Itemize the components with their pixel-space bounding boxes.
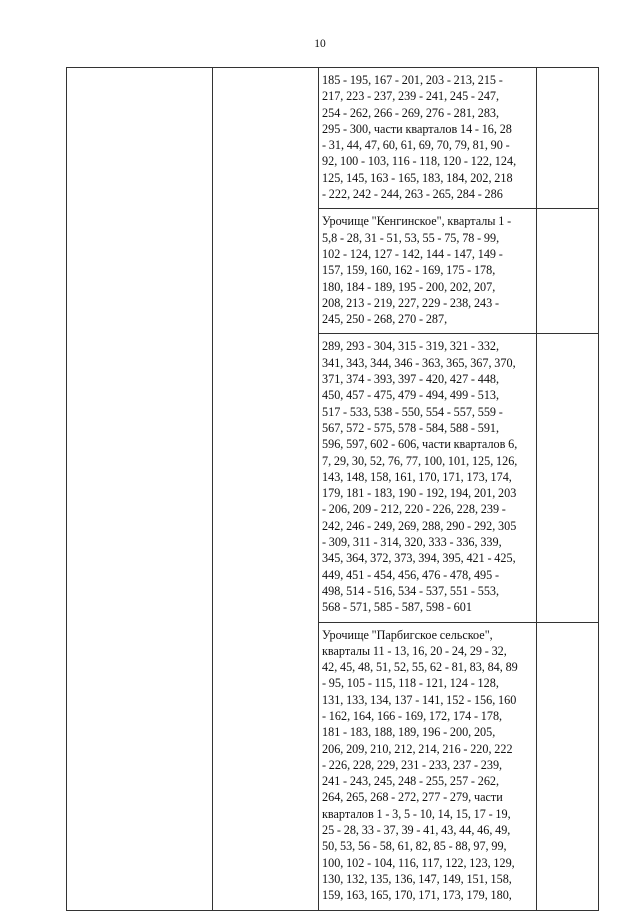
cell-text-line: 345, 364, 372, 373, 394, 395, 421 - 425, xyxy=(322,551,516,566)
table-cell-text xyxy=(319,209,537,334)
cell-text-line: кварталов 1 - 3, 5 - 10, 14, 15, 17 - 19, xyxy=(322,806,511,821)
cell-text-line: 143, 148, 158, 161, 170, 171, 173, 174, xyxy=(322,469,512,484)
cell-text-line: - 162, 164, 166 - 169, 172, 174 - 178, xyxy=(322,708,503,723)
cell-text-line: 264, 265, 268 - 272, 277 - 279, части xyxy=(322,790,503,805)
cell-text-line: Урочище "Кенгинское", кварталы 1 - xyxy=(322,214,512,229)
cell-text-line: 568 - 571, 585 - 587, 598 - 601 xyxy=(322,600,472,615)
cell-text-line: 100, 102 - 104, 116, 117, 122, 123, 129, xyxy=(322,855,515,870)
cell-text-line: 42, 45, 48, 51, 52, 55, 62 - 81, 83, 84, 89 xyxy=(322,660,518,675)
cell-text-line: 181 - 183, 188, 189, 196 - 200, 205, xyxy=(322,725,496,740)
cell-text-line: - 31, 44, 47, 60, 61, 69, 70, 79, 81, 90 - xyxy=(322,138,510,153)
table-cell-col4 xyxy=(537,68,599,209)
cell-text-line: 5,8 - 28, 31 - 51, 53, 55 - 75, 78 - 99, xyxy=(322,230,500,245)
cell-text xyxy=(319,623,536,910)
cell-text-line: - 226, 228, 229, 231 - 233, 237 - 239, xyxy=(322,757,503,772)
cell-text-line: 217, 223 - 237, 239 - 241, 245 - 247, xyxy=(322,89,500,104)
cell-text-line: 185 - 195, 167 - 201, 203 - 213, 215 - xyxy=(322,73,503,87)
cell-text-line: 7, 29, 30, 52, 76, 77, 100, 101, 125, 126, xyxy=(322,453,518,468)
cell-text-line: 92, 100 - 103, 116 - 118, 120 - 122, 124, xyxy=(322,154,517,169)
table-cell-text xyxy=(319,334,537,622)
table-row xyxy=(67,68,599,209)
cell-text-line: 25 - 28, 33 - 37, 39 - 41, 43, 44, 46, 49, xyxy=(322,823,511,838)
cell-text-line: 159, 163, 165, 170, 171, 173, 179, 180, xyxy=(322,888,512,903)
table-cell-col4 xyxy=(537,209,599,334)
cell-text-line: 498, 514 - 516, 534 - 537, 551 - 553, xyxy=(322,583,500,598)
cell-text-line: 245, 250 - 268, 270 - 287, xyxy=(322,312,448,327)
table-cell-text xyxy=(319,68,537,209)
cell-text-line: 208, 213 - 219, 227, 229 - 238, 243 - xyxy=(322,295,500,310)
table-cell-col4 xyxy=(537,334,599,622)
cell-text-line: - 206, 209 - 212, 220 - 226, 228, 239 - xyxy=(322,502,506,517)
cell-text-line: 206, 209, 210, 212, 214, 216 - 220, 222 xyxy=(322,741,513,756)
cell-text-line: 241 - 243, 245, 248 - 255, 257 - 262, xyxy=(322,774,500,789)
cell-text-line: 157, 159, 160, 162 - 169, 175 - 178, xyxy=(322,263,496,278)
cell-text-line: 125, 145, 163 - 165, 183, 184, 202, 218 xyxy=(322,170,513,185)
cell-text-line: 450, 457 - 475, 479 - 494, 499 - 513, xyxy=(322,388,500,403)
cell-text-line: 242, 246 - 249, 269, 288, 290 - 292, 305 xyxy=(322,518,517,533)
cell-text-line: 517 - 533, 538 - 550, 554 - 557, 559 - xyxy=(322,404,503,419)
table-cell-col4 xyxy=(537,622,599,910)
cell-text-line: 131, 133, 134, 137 - 141, 152 - 156, 160 xyxy=(322,692,517,707)
cell-text-line: - 95, 105 - 115, 118 - 121, 124 - 128, xyxy=(322,676,499,691)
cell-text-line: 449, 451 - 454, 456, 476 - 478, 495 - xyxy=(322,567,500,582)
cell-text-line: 254 - 262, 266 - 269, 276 - 281, 283, xyxy=(322,105,500,120)
cell-text-line: 567, 572 - 575, 578 - 584, 588 - 591, xyxy=(322,420,500,435)
cell-text-line: 371, 374 - 393, 397 - 420, 427 - 448, xyxy=(322,372,500,387)
cell-text-line: 102 - 124, 127 - 142, 144 - 147, 149 - xyxy=(322,246,503,261)
page-number: 10 xyxy=(314,38,326,50)
cell-text-line: 179, 181 - 183, 190 - 192, 194, 201, 203 xyxy=(322,486,517,501)
cell-text-line: 50, 53, 56 - 58, 61, 82, 85 - 88, 97, 99, xyxy=(322,839,507,854)
table-cell-col1 xyxy=(67,68,213,911)
cell-text-line: 341, 343, 344, 346 - 363, 365, 367, 370, xyxy=(322,355,516,370)
cell-text xyxy=(319,334,536,621)
cell-text-line: 130, 132, 135, 136, 147, 149, 151, 158, xyxy=(322,871,512,886)
table-cell-text xyxy=(319,622,537,910)
cell-text-line: Урочище "Парбигское сельское", xyxy=(322,627,493,642)
cell-text-line: 596, 597, 602 - 606, части кварталов 6, xyxy=(322,437,518,452)
cell-text xyxy=(319,209,536,333)
document-table xyxy=(66,67,599,911)
cell-text xyxy=(319,68,536,208)
cell-text-line: 180, 184 - 189, 195 - 200, 202, 207, xyxy=(322,279,496,294)
cell-text-line: - 222, 242 - 244, 263 - 265, 284 - 286 xyxy=(322,187,503,202)
cell-text-line: 289, 293 - 304, 315 - 319, 321 - 332, xyxy=(322,339,500,354)
table-cell-col2 xyxy=(213,68,319,911)
cell-text-line: 295 - 300, части кварталов 14 - 16, 28 xyxy=(322,121,512,136)
cell-text-line: - 309, 311 - 314, 320, 333 - 336, 339, xyxy=(322,535,502,550)
cell-text-line: кварталы 11 - 13, 16, 20 - 24, 29 - 32, xyxy=(322,643,507,658)
